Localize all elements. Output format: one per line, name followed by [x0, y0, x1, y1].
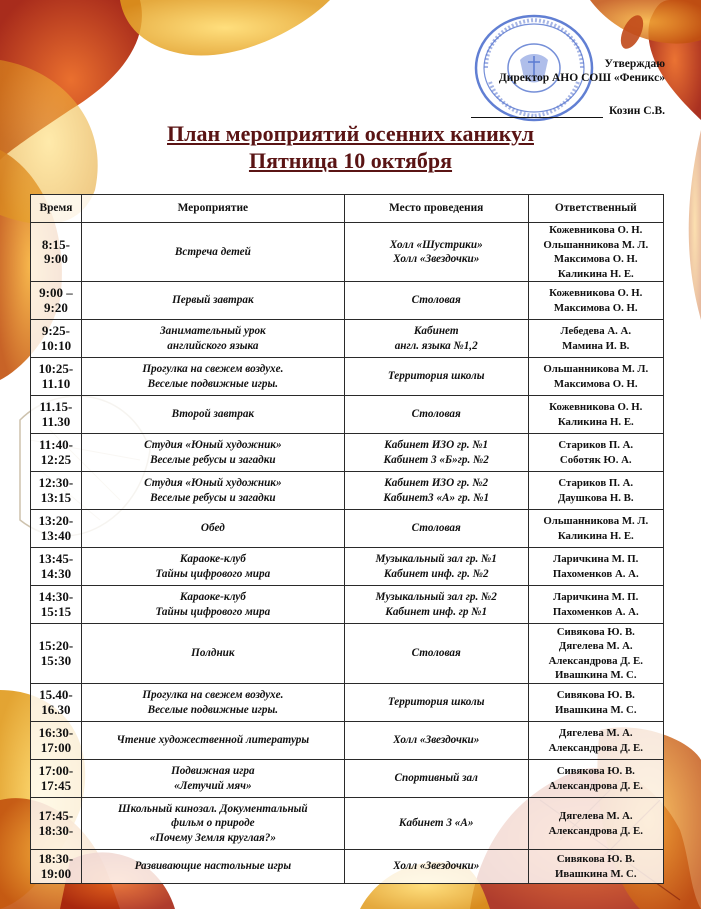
place-cell-line: Кабинет инф. гр. №2: [383, 567, 489, 580]
time-cell: [31, 850, 82, 884]
responsible-cell: [528, 684, 663, 722]
place-cell-line: Территория школы: [387, 370, 485, 383]
time-cell-line: 12:30-: [38, 475, 74, 490]
time-cell: [31, 434, 82, 472]
title-line1: План мероприятий осенних каникул: [167, 121, 534, 146]
time-cell-line: 11.15-: [39, 399, 73, 414]
event-cell-line: фильм о природе: [171, 817, 255, 830]
leaf-yellow-top: [120, 0, 330, 56]
place-cell: [344, 223, 528, 282]
time-cell: [31, 396, 82, 434]
event-cell: [81, 320, 344, 358]
time-cell-line: 9:20: [44, 299, 68, 315]
place-cell-line: Холл «Шустрики»: [389, 238, 483, 251]
responsible-cell-line: Каликина Н. Е.: [557, 415, 634, 428]
place-cell-line: Кабинет ИЗО гр. №2: [384, 477, 489, 489]
event-cell-line: Караоке-клуб: [179, 591, 246, 603]
time-cell: [31, 760, 82, 798]
responsible-cell-line: Сивякова Ю. В.: [556, 853, 635, 865]
place-cell-line: Кабинет инф. гр №1: [385, 605, 488, 618]
time-cell: [31, 223, 82, 282]
place-cell-line: Холл «Звездочки»: [393, 860, 480, 873]
event-cell: [81, 850, 344, 884]
responsible-cell-line: Мамина И. В.: [562, 339, 630, 352]
event-cell-line: Обед: [200, 522, 225, 535]
time-cell: [31, 358, 82, 396]
responsible-cell: [528, 586, 663, 624]
place-cell: [344, 434, 528, 472]
event-cell: [81, 798, 344, 850]
responsible-cell-line: Александрова Д. Е.: [548, 779, 643, 792]
event-cell-line: Веселые ребусы и загадки: [150, 453, 276, 466]
event-cell: [81, 624, 344, 684]
event-cell: [81, 722, 344, 760]
responsible-cell-line: Каликина Н. Е.: [557, 529, 634, 542]
responsible-cell-line: Максимова О. Н.: [553, 377, 638, 390]
place-cell: [344, 586, 528, 624]
leaf-orange-top-right: [590, 0, 701, 44]
place-cell: [344, 624, 528, 684]
table-row: [31, 472, 664, 510]
time-cell: [31, 722, 82, 760]
place-cell-line: Холл «Звездочки»: [393, 734, 480, 747]
place-cell-line: Кабинет: [413, 325, 459, 337]
responsible-cell-line: Дягелева М. А.: [558, 727, 633, 739]
time-cell-line: 13:45-: [38, 551, 74, 566]
responsible-cell: [528, 282, 663, 320]
place-cell: [344, 282, 528, 320]
event-cell: [81, 282, 344, 320]
event-cell: [81, 472, 344, 510]
event-cell-line: Второй завтрак: [171, 408, 255, 421]
responsible-cell: [528, 396, 663, 434]
place-cell: [344, 396, 528, 434]
time-cell-line: 10:25-: [38, 361, 74, 376]
responsible-cell: [528, 434, 663, 472]
table-row: [31, 396, 664, 434]
responsible-cell-line: Ольшанникова М. Л.: [543, 515, 649, 527]
header-event: Мероприятие: [81, 195, 344, 223]
event-cell-line: «Почему Земля круглая?»: [149, 831, 276, 844]
place-cell-line: Холл «Звездочки»: [393, 253, 480, 265]
place-cell-line: Кабинет 3 «Б»гр. №2: [383, 453, 489, 466]
place-cell-line: Кабинет3 «А» гр. №1: [383, 491, 490, 504]
responsible-cell-line: Дягелева М. А.: [558, 640, 633, 652]
table-row: [31, 282, 664, 320]
event-cell-line: Занимательный урок: [159, 325, 266, 337]
time-cell-line: 9:00 –: [39, 285, 73, 300]
table-row: [31, 586, 664, 624]
header-time: Время: [31, 195, 82, 223]
event-cell: [81, 684, 344, 722]
event-cell-line: Студия «Юный художник»: [144, 439, 282, 451]
schedule-body: [31, 223, 664, 884]
time-cell-line: 18:30-: [38, 851, 74, 866]
event-cell: [81, 358, 344, 396]
table-header-row: [31, 195, 664, 223]
table-row: [31, 434, 664, 472]
page-title: [0, 120, 701, 174]
table-row: [31, 548, 664, 586]
time-cell-line: 16:30-: [38, 725, 74, 740]
time-cell: [31, 684, 82, 722]
place-cell-line: Спортивный зал: [394, 772, 478, 785]
time-cell-line: 14:30-: [38, 589, 74, 604]
responsible-cell-line: Соботяк Ю. А.: [559, 453, 632, 466]
place-cell: [344, 358, 528, 396]
event-cell-line: английского языка: [167, 339, 259, 352]
table-row: [31, 223, 664, 282]
responsible-cell-line: Дягелева М. А.: [558, 810, 633, 822]
event-cell-line: Тайны цифрового мира: [155, 567, 271, 580]
table-row: [31, 722, 664, 760]
event-cell-line: Караоке-клуб: [179, 553, 246, 565]
responsible-cell-line: Александрова Д. Е.: [548, 824, 643, 837]
responsible-cell-line: Пахоменков А. А.: [552, 605, 639, 618]
responsible-cell: [528, 722, 663, 760]
time-cell-line: 17:00: [40, 739, 72, 755]
time-cell-line: 11.10: [41, 375, 71, 391]
time-cell-line: 15.40-: [39, 687, 73, 702]
table-row: [31, 624, 664, 684]
place-cell-line: Столовая: [411, 647, 461, 660]
time-cell: [31, 472, 82, 510]
place-cell-line: Кабинет ИЗО гр. №1: [384, 439, 489, 451]
approval-line1: Утверждаю: [604, 58, 665, 70]
time-cell: [31, 798, 82, 850]
time-cell-line: 16.30: [41, 701, 71, 717]
schedule-table: [30, 194, 664, 884]
place-cell-line: Столовая: [411, 522, 461, 535]
place-cell-line: Музыкальный зал гр. №2: [375, 591, 497, 603]
responsible-cell: [528, 320, 663, 358]
responsible-cell-line: Ольшанникова М. Л.: [543, 363, 649, 375]
responsible-cell-line: Кожевникова О. Н.: [549, 401, 643, 413]
responsible-cell-line: Александрова Д. Е.: [548, 741, 643, 754]
responsible-cell-line: Стариков П. А.: [558, 439, 634, 451]
event-cell-line: Школьный кинозал. Документальный: [118, 802, 308, 815]
event-cell: [81, 223, 344, 282]
time-cell-line: 10:10: [40, 337, 72, 353]
place-cell-line: Столовая: [411, 408, 461, 421]
place-cell-line: Кабинет 3 «А»: [398, 817, 474, 830]
responsible-cell-line: Даушкова Н. В.: [557, 491, 634, 504]
time-cell-line: 13:15: [40, 489, 72, 505]
responsible-cell: [528, 850, 663, 884]
place-cell: [344, 320, 528, 358]
signature-line: [471, 107, 603, 118]
time-cell-line: 9:25-: [41, 323, 71, 338]
event-cell-line: Веселые подвижные игры.: [147, 377, 279, 390]
table-row: [31, 798, 664, 850]
place-cell-line: Территория школы: [387, 696, 485, 709]
table-row: [31, 684, 664, 722]
time-cell-line: 15:30: [40, 652, 72, 668]
responsible-cell-line: Каликина Н. Е.: [557, 267, 634, 280]
place-cell: [344, 760, 528, 798]
responsible-cell: [528, 223, 663, 282]
responsible-cell-line: Максимова О. Н.: [553, 301, 638, 314]
responsible-cell-line: Ларичкина М. П.: [553, 591, 639, 603]
responsible-cell-line: Сивякова Ю. В.: [556, 689, 635, 701]
event-cell-line: Веселые ребусы и загадки: [150, 491, 276, 504]
time-cell-line: 15:20-: [38, 638, 74, 653]
table-row: [31, 850, 664, 884]
responsible-cell-line: Сивякова Ю. В.: [556, 625, 635, 638]
event-cell-line: Тайны цифрового мира: [155, 605, 271, 618]
place-cell: [344, 548, 528, 586]
time-cell-line: 17:45: [40, 777, 72, 793]
time-cell-line: 18:30-: [38, 822, 74, 838]
place-cell-line: Столовая: [411, 294, 461, 307]
time-cell-line: 17:45-: [38, 808, 74, 823]
event-cell-line: «Летучий мяч»: [174, 779, 252, 792]
event-cell: [81, 760, 344, 798]
time-cell: [31, 548, 82, 586]
event-cell-line: Прогулка на свежем воздухе.: [142, 689, 284, 701]
place-cell: [344, 798, 528, 850]
responsible-cell-line: Александрова Д. Е.: [548, 654, 643, 667]
responsible-cell-line: Стариков П. А.: [558, 477, 634, 489]
responsible-cell-line: Максимова О. Н.: [553, 253, 638, 265]
event-cell-line: Первый завтрак: [172, 294, 254, 307]
approval-signer: Козин С.В.: [609, 105, 665, 117]
place-cell-line: англ. языка №1,2: [394, 339, 478, 352]
responsible-cell-line: Кожевникова О. Н.: [549, 287, 643, 299]
event-cell-line: Встреча детей: [174, 245, 251, 258]
time-cell: [31, 320, 82, 358]
place-cell-line: Музыкальный зал гр. №1: [375, 553, 497, 565]
event-cell-line: Полдник: [191, 647, 235, 660]
time-cell-line: 15:15: [40, 603, 72, 619]
event-cell: [81, 434, 344, 472]
time-cell: [31, 282, 82, 320]
approval-signature-row: [471, 104, 665, 118]
responsible-cell-line: Кожевникова О. Н.: [549, 224, 643, 236]
time-cell-line: 14:30: [40, 565, 72, 581]
event-cell: [81, 396, 344, 434]
header-place: Место проведения: [344, 195, 528, 223]
table-row: [31, 510, 664, 548]
header-responsible: Ответственный: [528, 195, 663, 223]
time-cell-line: 13:20-: [38, 513, 74, 528]
responsible-cell-line: Сивякова Ю. В.: [556, 765, 635, 777]
time-cell-line: 17:00-: [38, 763, 74, 778]
responsible-cell: [528, 798, 663, 850]
event-cell-line: Развивающие настольные игры: [134, 860, 292, 873]
event-cell-line: Прогулка на свежем воздухе.: [142, 363, 284, 375]
time-cell: [31, 586, 82, 624]
time-cell-line: 19:00: [40, 865, 72, 881]
responsible-cell: [528, 548, 663, 586]
time-cell-line: 12:25: [40, 451, 72, 467]
time-cell-line: 13:40: [40, 527, 72, 543]
place-cell: [344, 722, 528, 760]
place-cell: [344, 684, 528, 722]
event-cell-line: Веселые подвижные игры.: [147, 703, 279, 716]
event-cell: [81, 586, 344, 624]
approval-line2: Директор АНО СОШ «Феникс»: [498, 72, 665, 84]
event-cell-line: Студия «Юный художник»: [144, 477, 282, 489]
approval-block: [471, 57, 665, 118]
responsible-cell-line: Ольшанникова М. Л.: [543, 238, 649, 251]
table-row: [31, 358, 664, 396]
table-row: [31, 320, 664, 358]
title-line2: Пятница 10 октября: [248, 148, 453, 173]
responsible-cell-line: Лебедева А. А.: [560, 325, 632, 337]
responsible-cell-line: Пахоменков А. А.: [552, 567, 639, 580]
responsible-cell-line: Ивашкина М. С.: [554, 867, 637, 880]
responsible-cell: [528, 358, 663, 396]
time-cell: [31, 510, 82, 548]
table-row: [31, 760, 664, 798]
place-cell: [344, 472, 528, 510]
event-cell-line: Чтение художественной литературы: [116, 734, 310, 747]
time-cell-line: 8:15-: [41, 236, 71, 252]
responsible-cell-line: Ларичкина М. П.: [553, 553, 639, 565]
place-cell: [344, 510, 528, 548]
time-cell: [31, 624, 82, 684]
event-cell-line: Подвижная игра: [171, 765, 255, 777]
time-cell-line: 9:00: [44, 251, 68, 266]
responsible-cell-line: Ивашкина М. С.: [554, 669, 637, 681]
responsible-cell: [528, 472, 663, 510]
event-cell: [81, 548, 344, 586]
event-cell: [81, 510, 344, 548]
responsible-cell: [528, 510, 663, 548]
time-cell-line: 11.30: [41, 413, 71, 429]
responsible-cell: [528, 624, 663, 684]
time-cell-line: 11:40-: [38, 437, 73, 452]
responsible-cell-line: Ивашкина М. С.: [554, 703, 637, 716]
responsible-cell: [528, 760, 663, 798]
place-cell: [344, 850, 528, 884]
